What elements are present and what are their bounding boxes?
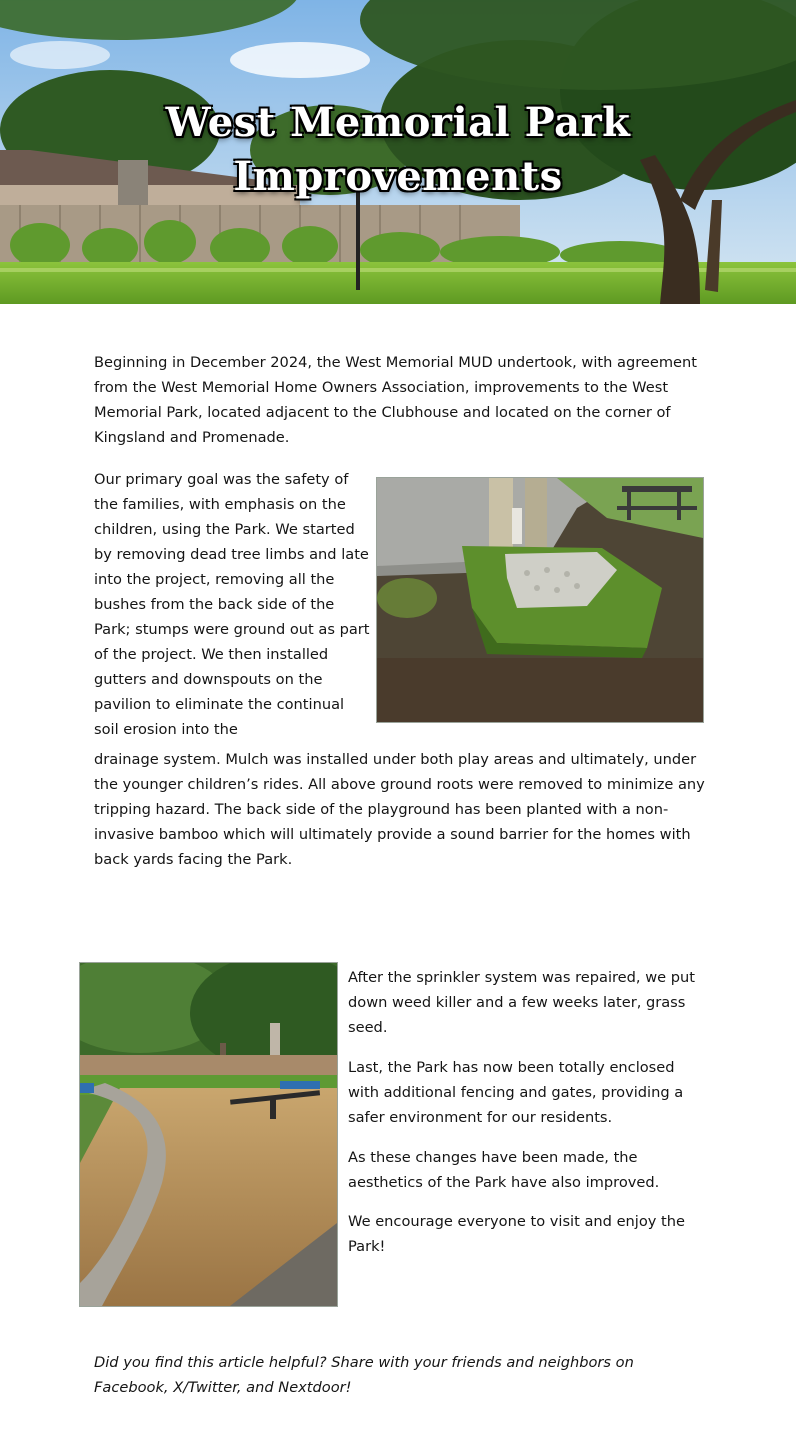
pavilion-downspout-image: [377, 478, 703, 722]
page-title: [0, 96, 796, 204]
aesthetics-paragraph: As these changes have been made, the aesthetics of the Park have also improved.: [348, 1149, 660, 1191]
playground-path-image: [80, 963, 337, 1306]
encourage-paragraph: We encourage everyone to visit and enjoy the Park!: [348, 1213, 686, 1255]
safety-paragraph-wrapped: Our primary goal was the safety of the families, with emphasis on the children, using the Park. We started by removing dead tree limbs and late into the project, removing all the bushes from the back side of the Park; stumps were ground out as part of the project. We then installed gutters and downspouts on the pavilion to eliminate the continual soil erosion into the: [94, 471, 370, 738]
pavilion-downspout-photo: [376, 477, 704, 723]
intro-paragraph: Beginning in December 2024, the West Memorial MUD undertook, with agreement from the West Memorial Home Owners Association, improvements to the West Memorial Park, located adjacent to the Clubhouse and located on the corner of Kingsland and Promenade.: [94, 354, 698, 446]
page-title-line-1: West Memorial Park: [165, 99, 631, 146]
safety-paragraph-continued: drainage system. Mulch was installed under both play areas and ultimately, under the younger children’s rides. All above ground roots were removed to minimize any tripping hazard. The back side of the playground has been planted with a non-invasive bamboo which will ultimately provide a sound barrier for the homes with back yards facing the Park.: [94, 751, 705, 868]
page-title-line-2: Improvements: [233, 153, 563, 200]
fencing-paragraph: Last, the Park has now been totally enclosed with additional fencing and gates, providing a safer environment for our residents.: [348, 1059, 684, 1126]
share-note: Did you find this article helpful? Share with your friends and neighbors on Facebook, X/Twitter, and Nextdoor!: [94, 1354, 634, 1396]
sprinkler-paragraph: After the sprinkler system was repaired, we put down weed killer and a few weeks later, grass seed.: [348, 969, 695, 1036]
hero-banner: [0, 0, 796, 304]
playground-path-photo: [79, 962, 338, 1307]
